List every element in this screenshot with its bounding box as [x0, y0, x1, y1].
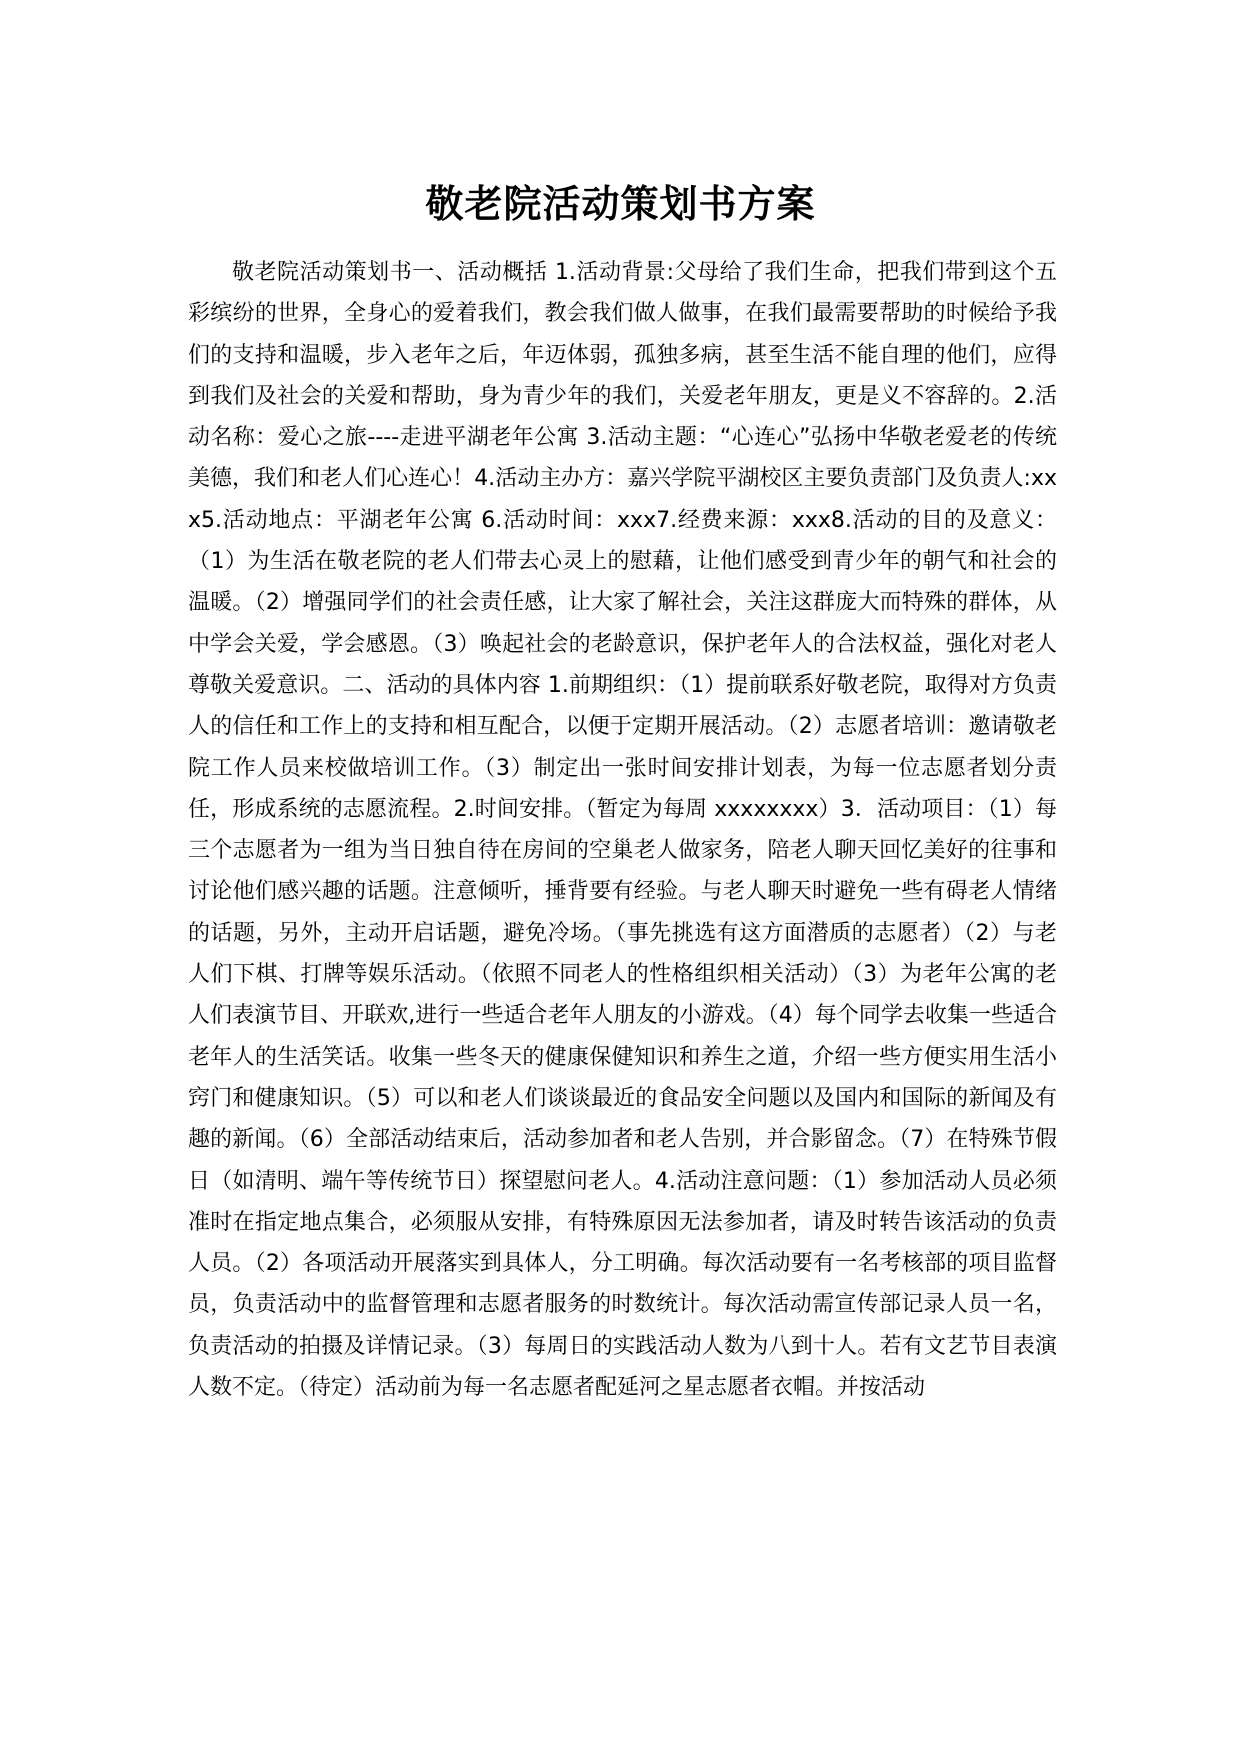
document-title: 敬老院活动策划书方案 [425, 182, 816, 226]
document-body: 敬老院活动策划书一、活动概括 1.活动背景:父母给了我们生命，把我们带到这个五彩缤纷的世界，全身心的爱着我们，教会我们做人做事，在我们最需要帮助的时候给予我们的支持和温暖，步入老年之后，年迈体弱，孤独多病，甚至生活不能自理的他们，应得到我们及社会的关爱和帮助，身为青少年的我们，关爱老年朋友，更是义不容辞的。2.活动名称：爱心之旅----走进平湖老年公寓 3.活动主题：“心连心”弘扬中华敬老爱老的传统美德，我们和老人们心连心！4.活动主办方：嘉兴学院平湖校区主要负责部门及负责人:xxx5.活动地点：平湖老年公寓 6.活动时间：xxx7.经费来源：xxx8.活动的目的及意义：（1）为生活在敬老院的老人们带去心灵上的慰藉，让他们感受到青少年的朝气和社会的温暖。（2）增强同学们的社会责任感，让大家了解社会，关注这群庞大而特殊的群体，从中学会关爱，学会感恩。（3）唤起社会的老龄意识，保护老年人的合法权益，强化对老人尊敬关爱意识。二、活动的具体内容 1.前期组织：（1）提前联系好敬老院，取得对方负责人的信任和工作上的支持和相互配合，以便于定期开展活动。（2）志愿者培训：邀请敬老院工作人员来校做培训工作。（3）制定出一张时间安排计划表，为每一位志愿者划分责任，形成系统的志愿流程。2.时间安排。（暂定为每周 xxxxxxxx）3．活动项目：（1）每三个志愿者为一组为当日独自待在房间的空巢老人做家务，陪老人聊天回忆美好的往事和讨论他们感兴趣的话题。注意倾听，捶背要有经验。与老人聊天时避免一些有碍老人情绪的话题，另外，主动开启话题，避免冷场。（事先挑选有这方面潜质的志愿者）（2）与老人们下棋、打牌等娱乐活动。（依照不同老人的性格组织相关活动）（3）为老年公寓的老人们表演节目、开联欢,进行一些适合老年人朋友的小游戏。（4）每个同学去收集一些适合老年人的生活笑话。收集一些冬天的健康保健知识和养生之道，介绍一些方便实用生活小窍门和健康知识。（5）可以和老人们谈谈最近的食品安全问题以及国内和国际的新闻及有趣的新闻。（6）全部活动结束后，活动参加者和老人告别，并合影留念。（7）在特殊节假日（如清明、端午等传统节日）探望慰问老人。4.活动注意问题：（1）参加活动人员必须准时在指定地点集合，必须服从安排，有特殊原因无法参加者，请及时转告该活动的负责人员。（2）各项活动开展落实到具体人，分工明确。每次活动要有一名考核部的项目监督员，负责活动中的监督管理和志愿者服务的时数统计。每次活动需宣传部记录人员一名，负责活动的拍摄及详情记录。（3）每周日的实践活动人数为八到十人。若有文艺节目表演人数不定。（待定）活动前为每一名志愿者配延河之星志愿者衣帽。并按活动 [188, 260, 1058, 1401]
